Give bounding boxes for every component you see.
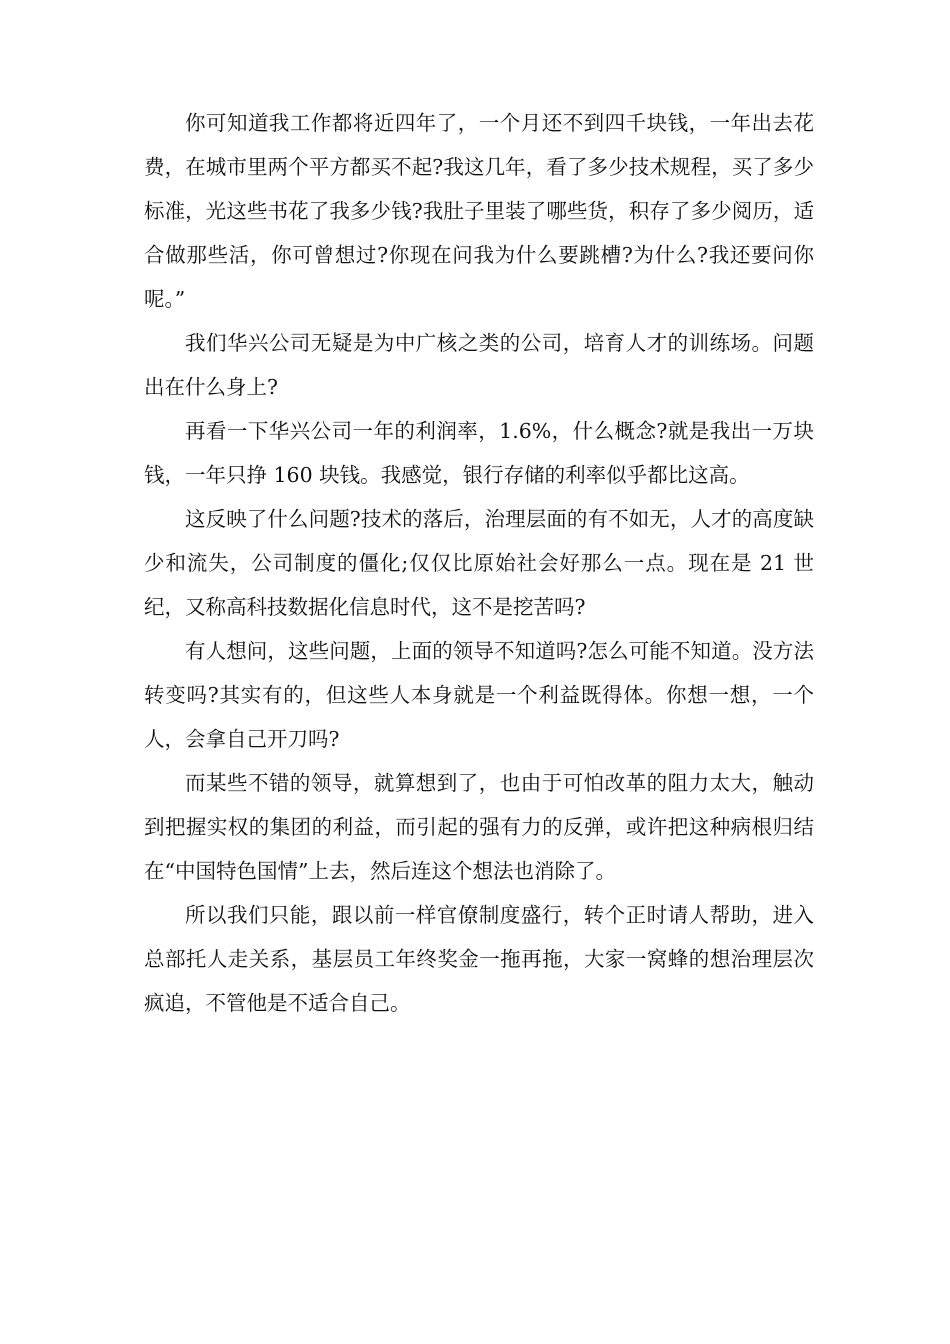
paragraph-3: 再看一下华兴公司一年的利润率，1.6%，什么概念?就是我出一万块钱，一年只挣 160 块钱。我感觉，银行存储的利率似乎都比这高。	[144, 419, 814, 487]
paragraph-6: 而某些不错的领导，就算想到了，也由于可怕改革的阻力太大，触动到把握实权的集团的利益，而引起的强有力的反弹，或许把这种病根归结在“中国特色国情”上去，然后连这个想法也消除了。	[144, 771, 814, 883]
paragraph-4: 这反映了什么问题?技术的落后，治理层面的有不如无，人才的高度缺少和流失，公司制度的僵化;仅仅比原始社会好那么一点。现在是 21 世纪，又称高科技数据化信息时代，这不是挖苦吗?	[144, 507, 814, 619]
document-body	[144, 101, 814, 1025]
paragraph-7: 所以我们只能，跟以前一样官僚制度盛行，转个正时请人帮助，进入总部托人走关系，基层员工年终奖金一拖再拖，大家一窝蜂的想治理层次疯追，不管他是不适合自己。	[144, 903, 814, 1015]
paragraph-1: 你可知道我工作都将近四年了，一个月还不到四千块钱，一年出去花费，在城市里两个平方都买不起?我这几年，看了多少技术规程，买了多少标准，光这些书花了我多少钱?我肚子里装了哪些货，积存了多少阅历，适合做那些活，你可曾想过?你现在问我为什么要跳槽?为什么?我还要问你呢。”	[144, 111, 814, 311]
paragraph-2: 我们华兴公司无疑是为中广核之类的公司，培育人才的训练场。问题出在什么身上?	[144, 331, 814, 399]
paragraph-5: 有人想问，这些问题，上面的领导不知道吗?怎么可能不知道。没方法转变吗?其实有的，但这些人本身就是一个利益既得体。你想一想，一个人，会拿自己开刀吗?	[144, 639, 814, 751]
